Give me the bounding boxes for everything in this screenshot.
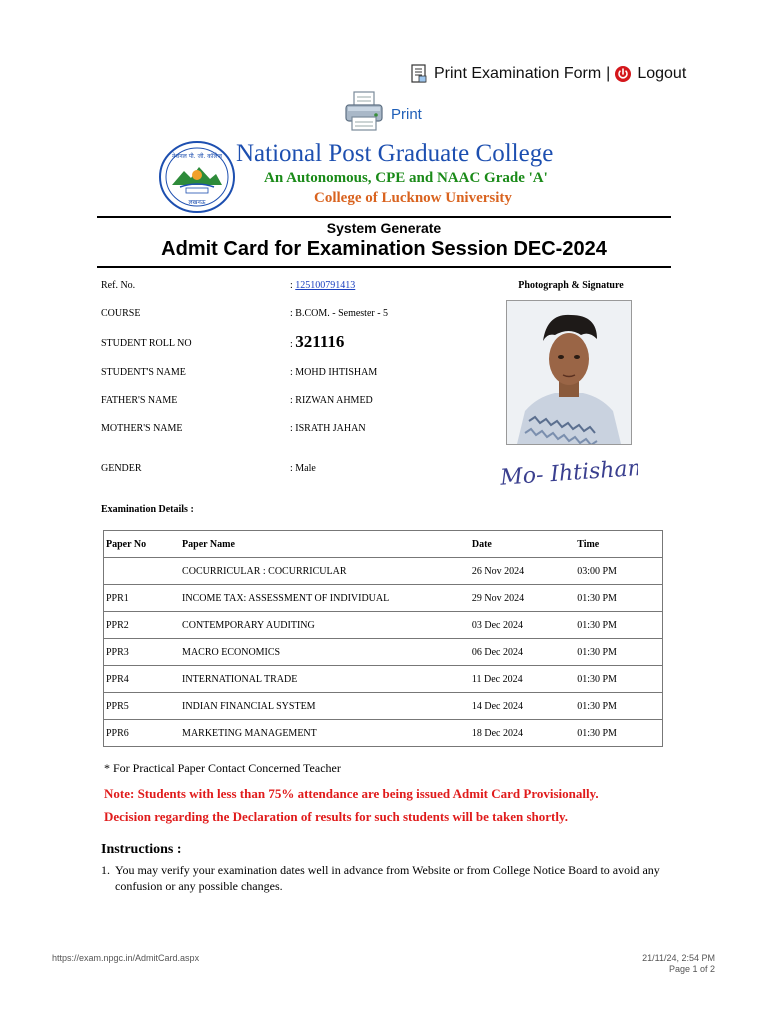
logo-text-top: नेशनल पी. जी. कॉलेज: [172, 153, 222, 160]
father-name-label: FATHER'S NAME: [101, 395, 178, 406]
form-document-icon: [410, 64, 428, 84]
table-row: [104, 585, 663, 612]
exam-details-heading: [101, 504, 194, 515]
top-links: [410, 64, 686, 84]
paper-name-cell: MARKETING MANAGEMENT: [180, 720, 470, 747]
student-name-label: STUDENT'S NAME: [101, 367, 186, 378]
footer-url: https://exam.npgc.in/AdmitCard.aspx: [52, 953, 200, 963]
print-examination-form-link[interactable]: Print Examination Form: [434, 65, 602, 82]
college-logo: [158, 141, 236, 213]
paper-name-cell: MACRO ECONOMICS: [180, 639, 470, 666]
field-separator: :: [290, 395, 296, 406]
col-time: Time: [575, 531, 662, 558]
course-value: B.COM. - Semester - 5: [295, 308, 389, 319]
time-cell: 01:30 PM: [575, 666, 662, 693]
date-cell: 03 Dec 2024: [470, 612, 575, 639]
date-cell: 14 Dec 2024: [470, 693, 575, 720]
father-name-value: RIZWAN AHMED: [295, 395, 373, 406]
paper-no-cell: PPR4: [104, 666, 181, 693]
header-top-rule: [97, 216, 671, 218]
field-separator: :: [290, 339, 296, 350]
paper-name-cell: INDIAN FINANCIAL SYSTEM: [180, 693, 470, 720]
student-name-value-row: [290, 367, 377, 378]
time-cell: 01:30 PM: [575, 720, 662, 747]
date-cell: 06 Dec 2024: [470, 639, 575, 666]
college-subtitle: An Autonomous, CPE and NAAC Grade 'A': [264, 170, 548, 186]
time-cell: 01:30 PM: [575, 612, 662, 639]
link-separator: |: [606, 65, 611, 82]
time-cell: 01:30 PM: [575, 639, 662, 666]
gender-label: GENDER: [101, 463, 142, 474]
instruction-text: You may verify your examination dates well in advance from Website or from College Notice Board to avoid any confusion or any possible changes.: [115, 863, 660, 893]
course-value-row: [290, 308, 388, 319]
print-button[interactable]: [343, 90, 422, 137]
instruction-item: [101, 862, 671, 894]
table-row: [104, 693, 663, 720]
table-row: [104, 612, 663, 639]
exam-schedule-table: [103, 530, 663, 747]
field-separator: :: [290, 308, 296, 319]
footer-datetime: 21/11/24, 2:54 PM: [642, 953, 715, 963]
practical-paper-note: * For Practical Paper Contact Concerned Teacher: [104, 761, 341, 775]
mother-name-label: MOTHER'S NAME: [101, 423, 183, 434]
attendance-note: Note: Students with less than 75% attendance are being issued Admit Card Provisionally.: [104, 786, 599, 801]
time-cell: 01:30 PM: [575, 693, 662, 720]
paper-no-cell: PPR2: [104, 612, 181, 639]
time-cell: 03:00 PM: [575, 558, 662, 585]
photo-caption: Photograph & Signature: [518, 280, 624, 291]
course-label: COURSE: [101, 308, 141, 319]
table-row: [104, 558, 663, 585]
roll-no-label: STUDENT ROLL NO: [101, 338, 192, 349]
table-row: [104, 639, 663, 666]
paper-name-cell: COCURRICULAR : COCURRICULAR: [180, 558, 470, 585]
signature-text: Mo- Ihtisham: [499, 455, 638, 491]
paper-no-cell: PPR6: [104, 720, 181, 747]
field-separator: :: [290, 367, 296, 378]
paper-name-cell: INCOME TAX: ASSESSMENT OF INDIVIDUAL: [180, 585, 470, 612]
field-separator: :: [290, 463, 296, 474]
student-signature: [498, 446, 638, 496]
footer-page-number: Page 1 of 2: [668, 964, 715, 974]
instructions-heading: Instructions :: [101, 842, 182, 857]
time-cell: 01:30 PM: [575, 585, 662, 612]
field-separator: :: [290, 423, 296, 434]
university-affiliation: College of Lucknow University: [314, 190, 512, 206]
power-icon[interactable]: [614, 65, 632, 83]
logout-link[interactable]: Logout: [637, 65, 687, 82]
table-header-row: [104, 531, 663, 558]
system-generate-label: System Generate: [326, 220, 442, 236]
mother-name-value-row: [290, 423, 366, 434]
student-name-value: MOHD IHTISHAM: [295, 367, 378, 378]
gender-value-row: [290, 463, 316, 474]
col-paper-no: Paper No: [104, 531, 181, 558]
exam-details-label: Examination Details :: [101, 504, 194, 515]
paper-name-cell: CONTEMPORARY AUDITING: [180, 612, 470, 639]
date-cell: 18 Dec 2024: [470, 720, 575, 747]
col-date: Date: [470, 531, 575, 558]
admit-card-title: Admit Card for Examination Session DEC-2024: [161, 238, 607, 260]
paper-no-cell: PPR5: [104, 693, 181, 720]
ref-no-value-row: [290, 280, 355, 291]
mother-name-value: ISRATH JAHAN: [295, 423, 366, 434]
date-cell: 26 Nov 2024: [470, 558, 575, 585]
results-declaration-note: Decision regarding the Declaration of results for such students will be taken shortly.: [104, 809, 569, 824]
col-paper-name: Paper Name: [180, 531, 470, 558]
header-bottom-rule: [97, 266, 671, 268]
instruction-number: 1.: [101, 863, 110, 877]
college-name: National Post Graduate College: [236, 140, 554, 167]
table-row: [104, 720, 663, 747]
paper-no-cell: [104, 558, 181, 585]
student-photo: [506, 300, 632, 445]
table-row: [104, 666, 663, 693]
ref-no-label: Ref. No.: [101, 280, 136, 291]
print-button-label: Print: [391, 106, 422, 123]
date-cell: 29 Nov 2024: [470, 585, 575, 612]
date-cell: 11 Dec 2024: [470, 666, 575, 693]
ref-no-value[interactable]: 125100791413: [295, 280, 356, 291]
gender-value: Male: [295, 463, 316, 474]
printer-icon: [343, 90, 385, 137]
father-name-value-row: [290, 395, 373, 406]
roll-no-value: 321116: [295, 332, 345, 351]
paper-no-cell: PPR1: [104, 585, 181, 612]
paper-no-cell: PPR3: [104, 639, 181, 666]
paper-name-cell: INTERNATIONAL TRADE: [180, 666, 470, 693]
logo-text-bottom: लखनऊ: [188, 199, 206, 206]
field-separator: :: [290, 280, 296, 291]
roll-no-value-row: [290, 332, 344, 352]
